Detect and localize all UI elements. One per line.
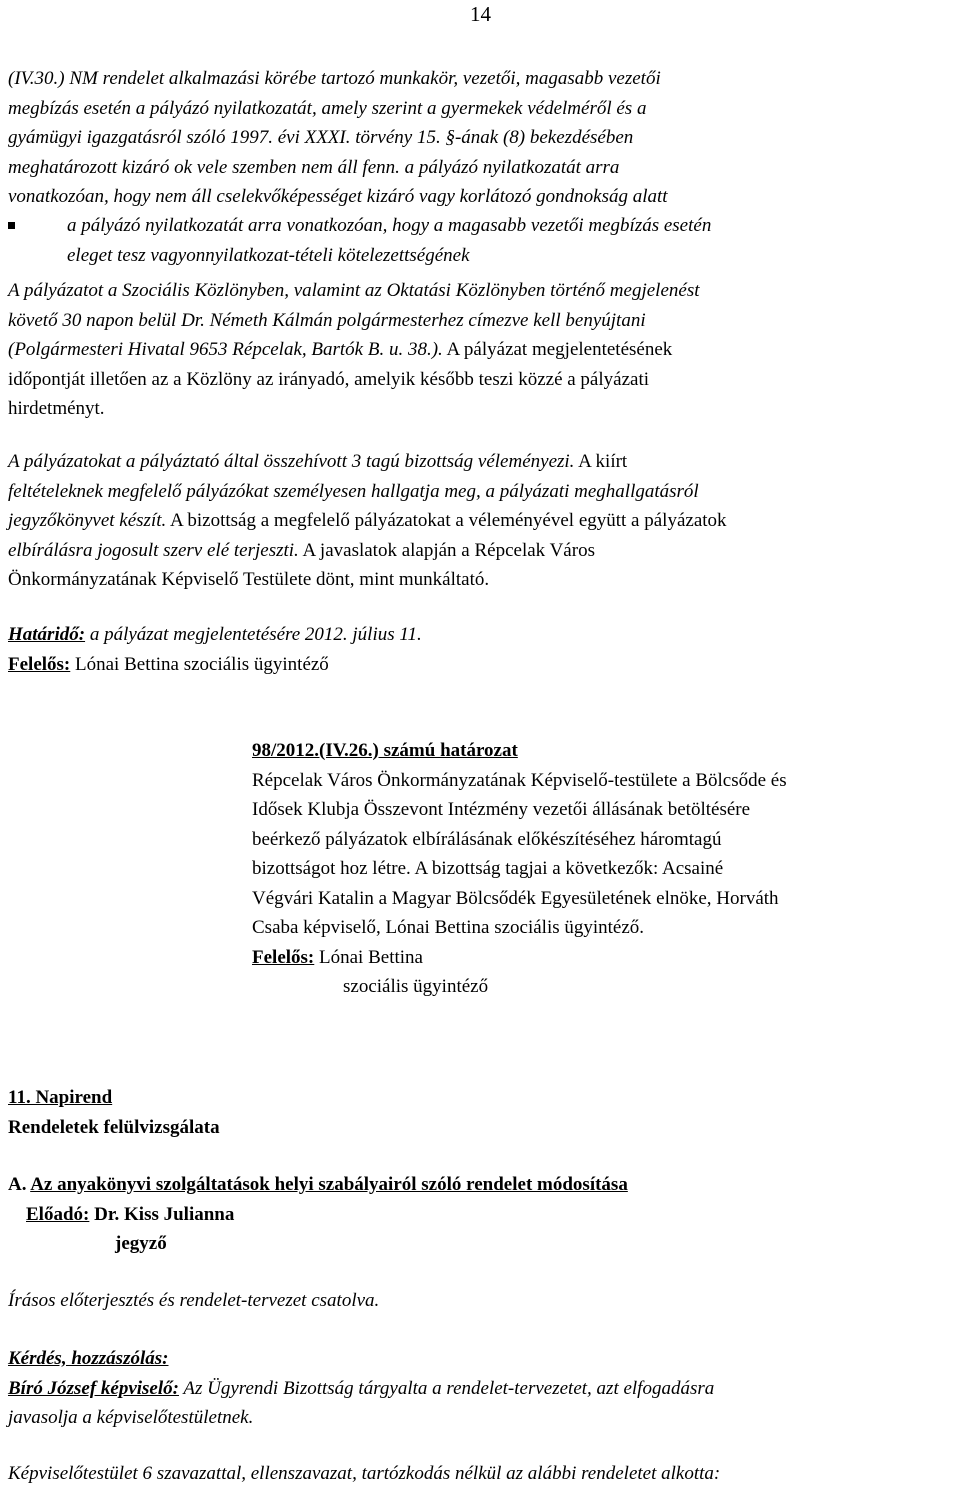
- presenter-name: Dr. Kiss Julianna: [89, 1203, 235, 1225]
- submission-paragraph: [8, 276, 954, 424]
- responsible-text: Lónai Bettina szociális ügyintéző: [70, 653, 329, 675]
- committee-line: feltételeknek megfelelő pályázókat személyesen hallgatja meg, a pályázati meghallgatásról: [8, 480, 699, 502]
- agenda-title: Rendeletek felülvizsgálata: [8, 1116, 220, 1138]
- committee-text: A bizottság a megfelelő pályázatokat a véleményével együtt a pályázatok: [166, 510, 727, 531]
- resolution-responsible-role: szociális ügyintéző: [343, 976, 489, 997]
- resolution-responsible-name: Lónai Bettina: [314, 946, 423, 968]
- requirements-paragraph: [8, 64, 954, 212]
- resolution-line: Idősek Klubja Összevont Intézmény vezetői állásának betöltésére: [252, 799, 751, 820]
- requirements-line: meghatározott kizáró ok vele szemben nem áll fenn. a pályázó nyilatkozatát arra: [8, 156, 620, 178]
- responsible-line: [8, 650, 954, 680]
- questions-block: [8, 1344, 954, 1433]
- committee-text: A kiírt: [574, 451, 628, 472]
- submission-line: [8, 335, 954, 365]
- speaker-line: [8, 1374, 954, 1404]
- presenter-role: jegyző: [115, 1233, 167, 1254]
- item-a-title-line: [8, 1170, 954, 1200]
- page-number: 14: [470, 2, 491, 26]
- deadline-line: [8, 620, 954, 650]
- attachment-note: [8, 1286, 954, 1316]
- committee-line: Önkormányzatának Képviselő Testülete dönt, mint munkáltató.: [8, 569, 490, 590]
- resolution-line: Répcelak Város Önkormányzatának Képviselő-testülete a Bölcsőde és: [252, 769, 787, 791]
- submission-line: követő 30 napon belül Dr. Németh Kálmán polgármesterhez címezve kell benyújtani: [8, 309, 646, 331]
- deadline-block: [8, 620, 954, 679]
- item-a-prefix: A.: [8, 1174, 31, 1195]
- bullet-text-continued: eleget tesz vagyonnyilatkozat-tételi kötelezettségének: [67, 244, 470, 266]
- agenda-number: 11. Napirend: [8, 1087, 113, 1108]
- requirements-line: vonatkozóan, hogy nem áll cselekvőképességet kizáró vagy korlátozó gondnokság alatt: [8, 186, 668, 207]
- requirements-line: (IV.30.) NM rendelet alkalmazási körébe tartozó munkakör, vezetői, magasabb vezetői: [8, 68, 661, 89]
- requirement-bullet-item: [67, 211, 954, 270]
- committee-text-italic: elbírálásra jogosult szerv elé terjeszti.: [8, 539, 299, 561]
- committee-line: [8, 506, 954, 536]
- address-text: (Polgármesteri Hivatal 9653 Répcelak, Bartók B. u. 38.).: [8, 339, 443, 360]
- bullet-line: [67, 211, 954, 241]
- resolution-line: Végvári Katalin a Magyar Bölcsődék Egyesületének elnöke, Horváth: [252, 887, 779, 909]
- committee-paragraph: [8, 447, 954, 595]
- resolution-responsible-label: Felelős:: [252, 946, 315, 968]
- deadline-text: a pályázat megjelentetésére 2012. július 11.: [85, 624, 422, 645]
- questions-label: Kérdés, hozzászólás:: [8, 1348, 169, 1369]
- submission-line: hirdetményt.: [8, 398, 105, 419]
- committee-text: A javaslatok alapján a Répcelak Város: [298, 539, 595, 561]
- committee-line: [8, 536, 954, 566]
- presenter-label: Előadó:: [26, 1203, 90, 1225]
- vote-line: [8, 1459, 954, 1489]
- resolution-block: [252, 736, 954, 1002]
- responsible-label: Felelős:: [8, 653, 71, 675]
- vote-text: Képviselőtestület 6 szavazattal, ellenszavazat, tartózkodás nélkül az alábbi rendeletet alkotta:: [8, 1463, 721, 1484]
- speaker-name: Bíró József képviselő:: [8, 1377, 179, 1399]
- submission-text: A pályázat megjelentetésének: [442, 339, 673, 360]
- presenter-line: [8, 1200, 954, 1230]
- committee-text-italic: A pályázatokat a pályáztató által összehívott 3 tagú bizottság véleményezi.: [8, 451, 575, 472]
- bullet-text: a pályázó nyilatkozatát arra vonatkozóan, hogy a magasabb vezetői megbízás esetén: [67, 215, 712, 236]
- attachment-note-text: Írásos előterjesztés és rendelet-tervezet csatolva.: [8, 1290, 380, 1311]
- resolution-line: beérkező pályázatok elbírálásának előkészítéséhez háromtagú: [252, 828, 722, 850]
- deadline-label: Határidő:: [8, 624, 86, 645]
- item-a-title: Az anyakönyvi szolgáltatások helyi szabályairól szóló rendelet módosítása: [30, 1174, 628, 1195]
- committee-line: [8, 447, 954, 477]
- resolution-line: bizottságot hoz létre. A bizottság tagjai a következők: Acsainé: [252, 858, 724, 879]
- agenda-heading: [8, 1083, 954, 1142]
- speaker-text-continued: javasolja a képviselőtestületnek.: [8, 1407, 254, 1428]
- submission-line: időpontját illetően az a Közlöny az irányadó, amelyik később teszi közzé a pályázati: [8, 368, 649, 390]
- requirements-line: megbízás esetén a pályázó nyilatkozatát, amely szerint a gyermekek védelméről és a: [8, 97, 647, 119]
- resolution-line: Csaba képviselő, Lónai Bettina szociális ügyintéző.: [252, 917, 645, 938]
- submission-line: A pályázatot a Szociális Közlönyben, valamint az Oktatási Közlönyben történő megjelenést: [8, 280, 700, 301]
- speaker-text: Az Ügyrendi Bizottság tárgyalta a rendelet-tervezetet, azt elfogadásra: [178, 1377, 715, 1399]
- square-bullet-icon: [8, 222, 15, 229]
- requirements-line: gyámügyi igazgatásról szóló 1997. évi XXXI. törvény 15. §-ának (8) bekezdésében: [8, 127, 634, 148]
- resolution-title: 98/2012.(IV.26.) számú határozat: [252, 740, 518, 761]
- resolution-responsible-line: [252, 943, 954, 973]
- committee-text-italic: jegyzőkönyvet készít.: [8, 510, 167, 531]
- item-a-block: [8, 1170, 954, 1259]
